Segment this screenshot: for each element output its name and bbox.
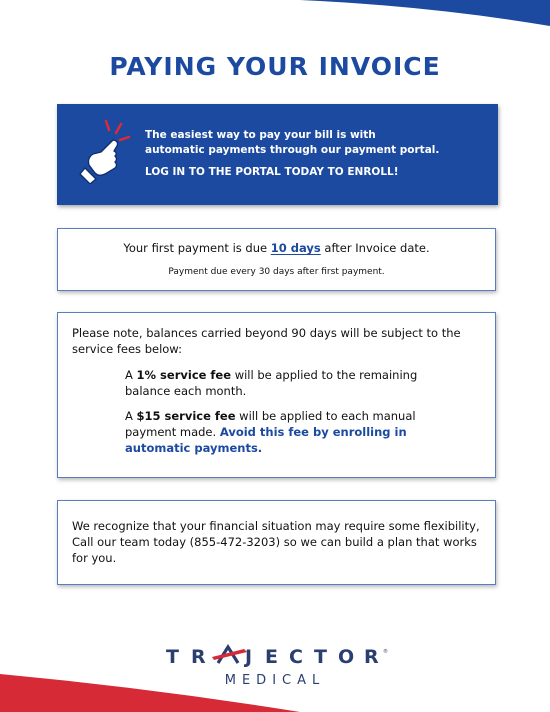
logo-letter: T (166, 646, 179, 668)
due-suffix: after Invoice date. (320, 241, 430, 255)
logo-letter: C (289, 646, 303, 668)
payment-due-text (58, 241, 495, 255)
payment-due-note: Payment due every 30 days after first payment. (168, 267, 385, 277)
page-title: PAYING YOUR INVOICE (109, 52, 441, 81)
logo-letter: R (364, 646, 379, 668)
fee2-rest: will be applied to each manual payment made. (125, 409, 416, 439)
banner-cta: LOG IN TO THE PORTAL TODAY TO ENROLL! (145, 166, 399, 178)
logo-subtitle: MEDICAL (224, 673, 326, 688)
flexibility-box (57, 500, 496, 585)
logo-letter: O (338, 646, 355, 668)
pointing-hand-icon (79, 118, 133, 184)
banner-line-2: automatic payments through our payment portal. (145, 144, 440, 156)
fee-item-manual (125, 408, 465, 456)
logo-letter: R (191, 646, 206, 668)
flexibility-text: We recognize that your financial situation may require some flexibility, Call our team today (855-472-3203) so we can build a plan that works for you. (72, 519, 480, 565)
banner-line-1: The easiest way to pay your bill is with (145, 129, 376, 141)
fee1-rest: will be applied to the remaining balance each month. (125, 368, 418, 398)
logo-letter: E (265, 646, 278, 668)
fee1-amount: 1% service fee (136, 368, 232, 382)
payment-due-box (57, 228, 496, 291)
service-fee-box (57, 312, 496, 478)
service-fee-intro: Please note, balances carried beyond 90 days will be subject to the service fees below: (72, 326, 461, 356)
autopay-banner (57, 104, 498, 205)
logo-letter: T (314, 646, 327, 668)
logo-trademark: ® (383, 649, 388, 655)
top-corner-decoration (0, 0, 550, 40)
due-prefix: Your first payment is due (123, 241, 271, 255)
fee-item-percent (125, 367, 465, 399)
logo-letter: J (245, 646, 253, 668)
due-days: 10 days (270, 241, 321, 255)
fee1-prefix: A (125, 368, 137, 382)
fee2-amount: $15 service fee (136, 409, 236, 423)
fee2-prefix: A (125, 409, 137, 423)
bottom-corner-decoration (0, 652, 550, 712)
fee2-highlight: Avoid this fee by enrolling in automatic payments. (125, 425, 407, 455)
